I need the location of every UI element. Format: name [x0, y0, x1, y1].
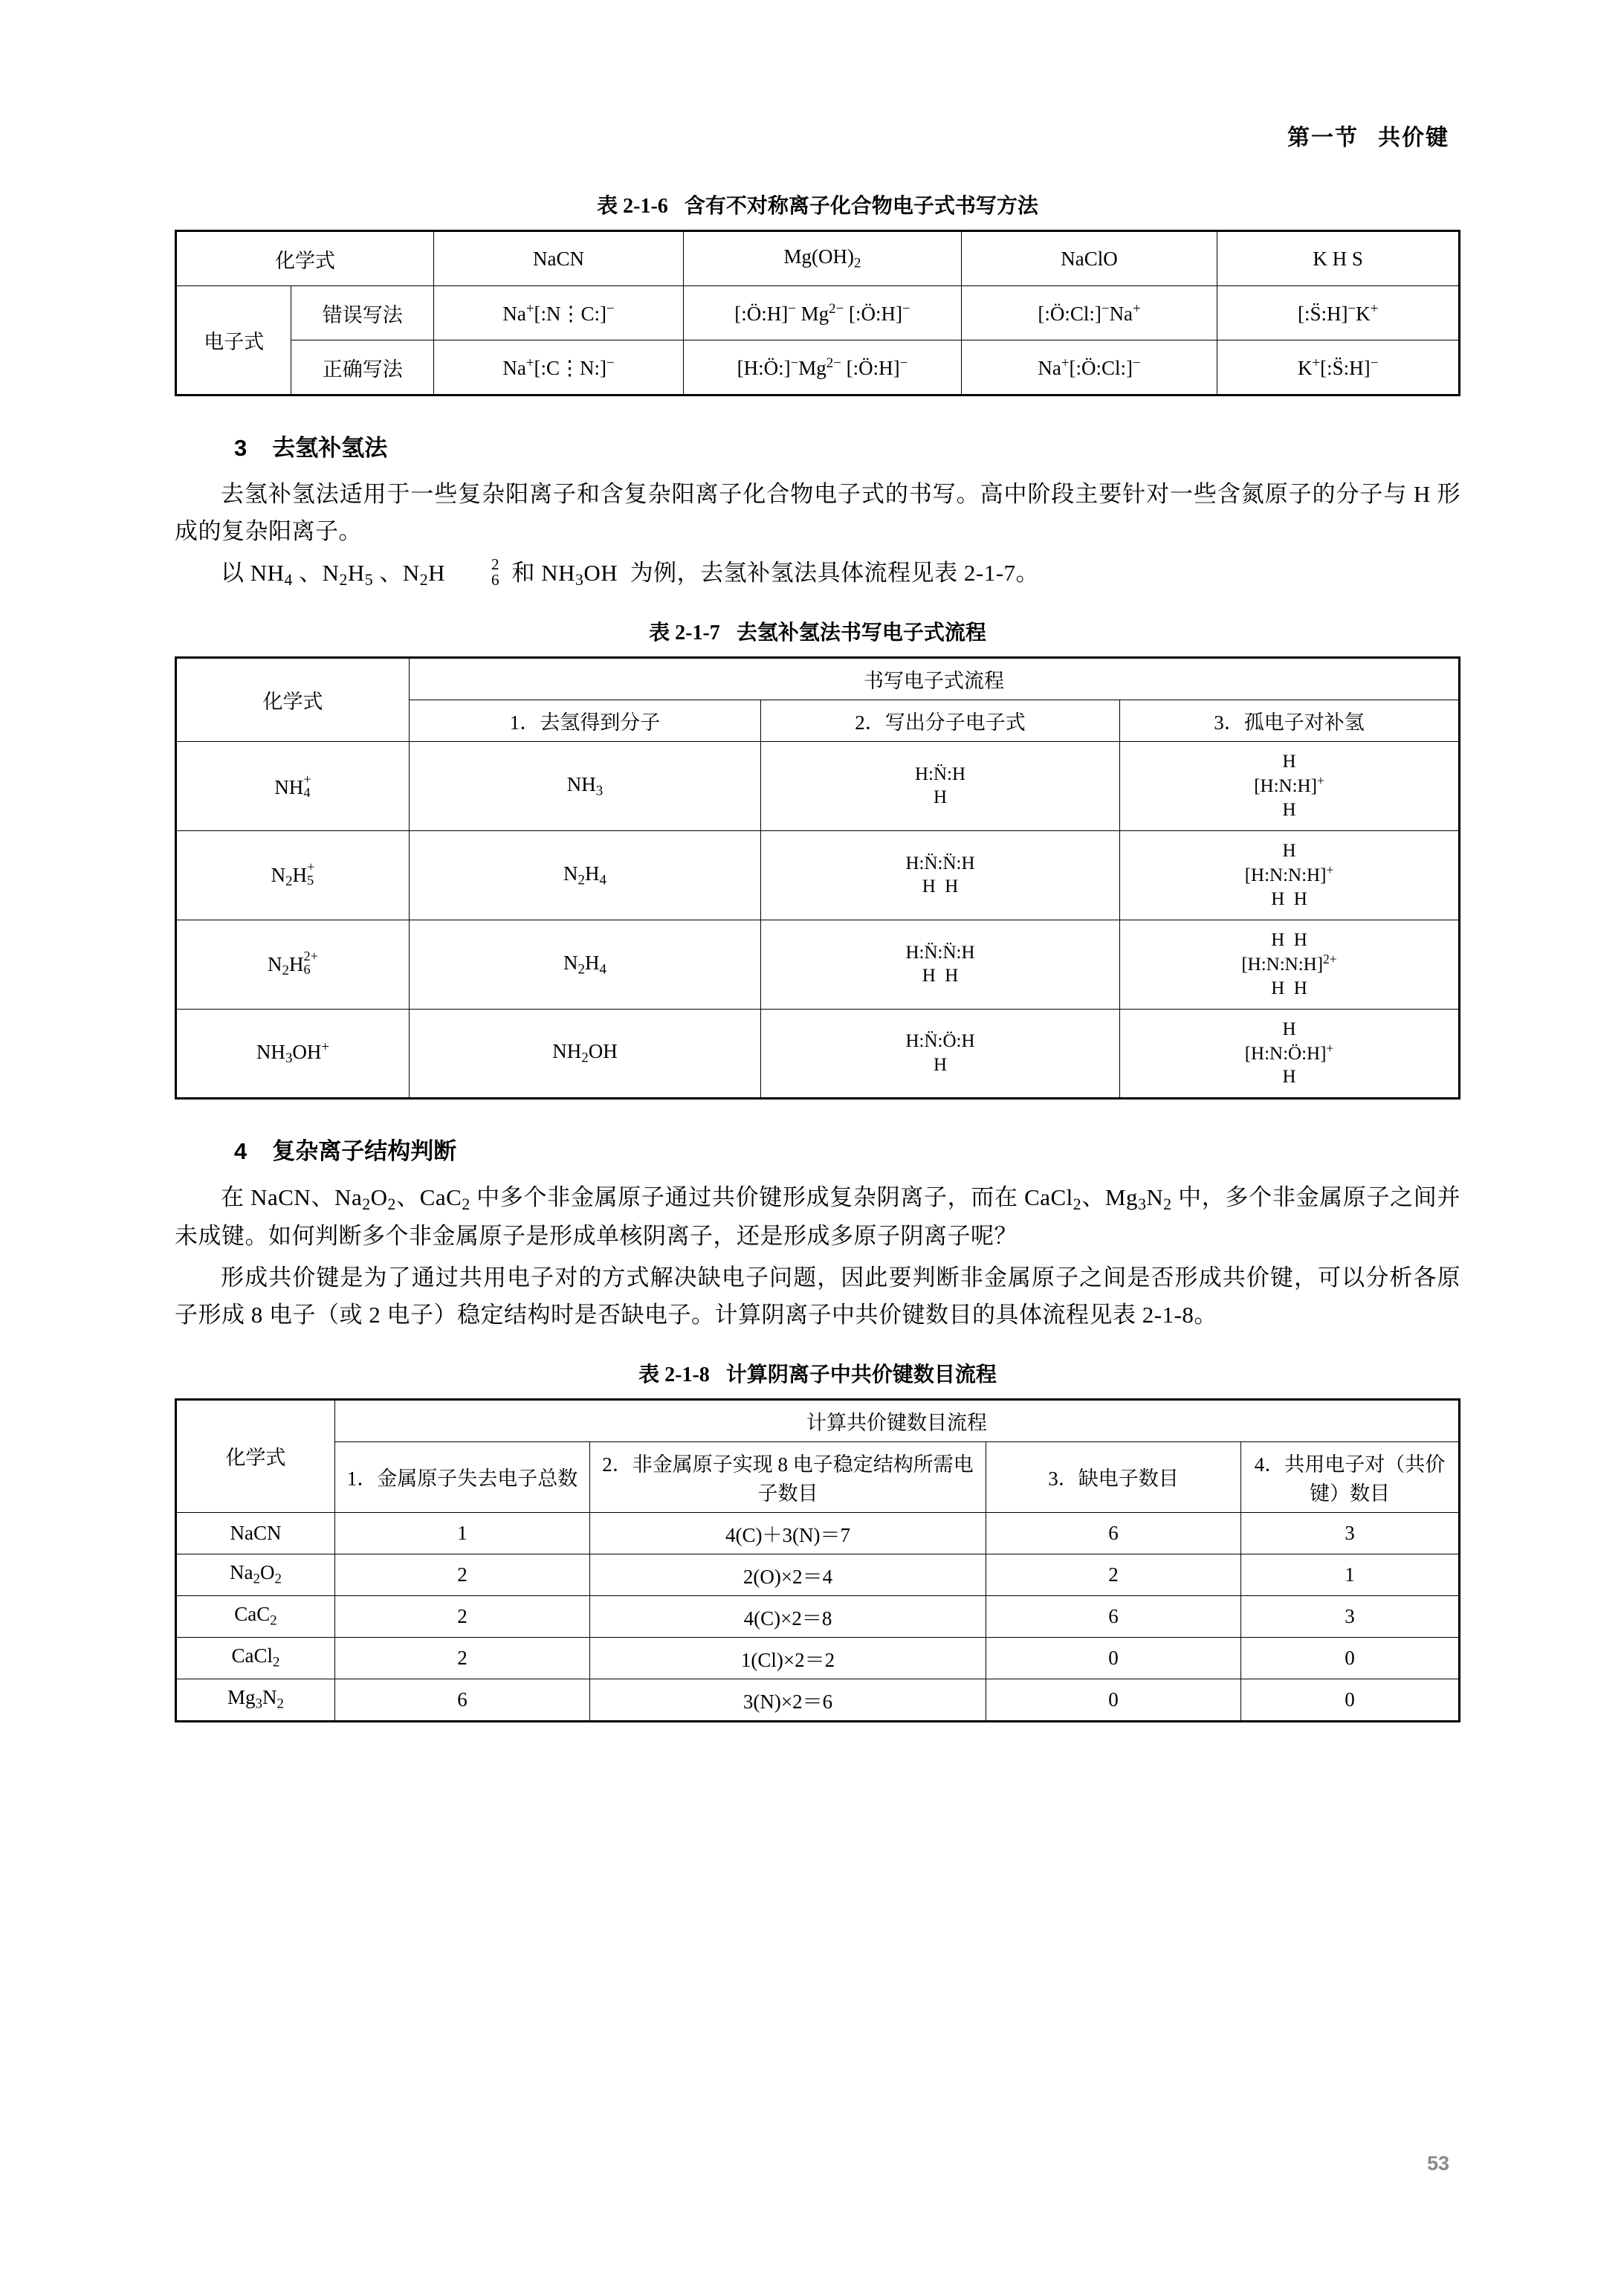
page-content — [175, 190, 1460, 1722]
table-row — [176, 920, 1460, 1009]
row-label-correct: 正确写法 — [291, 340, 434, 395]
cell-result: H [H:N:Ö:H]+ H — [1120, 1009, 1460, 1098]
cell-formula: $N_2H$ + 5 — [176, 830, 410, 920]
cell-correct-naclo: Na+[:Ö:Cl:]− — [961, 340, 1217, 395]
cell-wrong-mgoh2: [:Ö:H]− $Mg^{2-}$ [:Ö:H]− — [684, 286, 962, 340]
cell-step2: 3(N)×2＝6 — [590, 1679, 986, 1721]
row-label-wrong: 错误写法 — [291, 286, 434, 340]
table-row — [176, 340, 1460, 395]
cell-formula: NH + 4 — [176, 741, 410, 830]
table-218-caption-label: 表 2-1-8 — [638, 1363, 710, 1386]
col-header-span: 计算共价键数目流程 — [335, 1399, 1460, 1441]
table-row — [176, 1399, 1460, 1441]
col-header-step1: 1．去氢得到分子 — [410, 700, 761, 741]
running-header — [1287, 119, 1449, 152]
col-header-step2: 2．非金属原子实现 8 电子稳定结构所需电子数目 — [590, 1441, 986, 1512]
table-row — [176, 1512, 1460, 1554]
cell-formula: $N_2H$ 2+ 6 — [176, 920, 410, 1009]
page-number: 53 — [1426, 2152, 1449, 2174]
cell-wrong-khs: [:S̈:H]−K+ — [1217, 286, 1460, 340]
col-header-step3: 3．孤电子对补氢 — [1120, 700, 1460, 741]
section-4-paragraph-2: 形成共价键是为了通过共用电子对的方式解决缺电子问题，因此要判断非金属原子之间是否形成共价键，可以分析各原子形成 8 电子（或 2 电子）稳定结构时是否缺电子。计算阴离子中共价键数目的具体流程见表 2-1-8。 — [175, 1265, 1460, 1328]
table-218 — [175, 1398, 1460, 1722]
table-216-caption-text: 含有不对称离子化合物电子式书写方法 — [684, 194, 1038, 217]
section-3-paragraph-1: 去氢补氢法适用于一些复杂阳离子和含复杂阳离子化合物电子式的书写。高中阶段主要针对一些含氮原子的分子与 H 形成的复杂阳离子。 — [175, 481, 1460, 545]
col-header-step2: 2．写出分子电子式 — [761, 700, 1120, 741]
table-row — [176, 741, 1460, 830]
cell-molecule: $N_2H_4$ — [410, 830, 761, 920]
section-3-number: 3 — [234, 435, 248, 461]
table-row — [176, 830, 1460, 920]
cell-step2: 2(O)×2＝4 — [590, 1554, 986, 1595]
col-header-nacn: NaCN — [434, 231, 684, 286]
cell-correct-khs: K+[:S̈:H]− — [1217, 340, 1460, 395]
cell-result: H [H:N:N:H]+ H H — [1120, 830, 1460, 920]
table-row — [176, 657, 1460, 700]
section-3-paragraph-2: 以 $NH_4$ 、$N_2H_5$ 、$N_2H$ 2 6 和 $NH_3OH$ 为例，去氢补氢法具体流程见表 2-1-7。 — [221, 555, 1040, 590]
cell-step4: 1 — [1241, 1554, 1460, 1595]
section-4-title: 复杂离子结构判断 — [272, 1137, 457, 1164]
table-row — [176, 1009, 1460, 1098]
table-218-caption — [175, 1358, 1460, 1388]
col-header-formula: 化学式 — [176, 231, 434, 286]
table-216-caption-label: 表 2-1-6 — [597, 195, 668, 218]
cell-molecule: $NH_2OH$ — [410, 1009, 761, 1098]
cell-formula: NaCN — [176, 1512, 335, 1554]
cell-step2: 4(C)×2＝8 — [590, 1595, 986, 1637]
header-title: 共价键 — [1378, 126, 1449, 150]
section-4-heading — [175, 1132, 1460, 1166]
cell-step3: 6 — [986, 1595, 1241, 1637]
cell-step1: 6 — [335, 1679, 590, 1721]
table-218-caption-text: 计算阴离子中共价键数目流程 — [725, 1362, 997, 1386]
table-row — [176, 1441, 1460, 1512]
cell-estruct: H:N̈:H H — [761, 741, 1120, 830]
cell-estruct: H:N̈:N̈:H H H — [761, 830, 1120, 920]
row-group-label: 电子式 — [176, 286, 291, 395]
table-216 — [175, 230, 1460, 396]
cell-formula: CaC$_2$ — [176, 1595, 335, 1637]
col-header-step3: 3．缺电子数目 — [986, 1441, 1241, 1512]
cell-estruct: H:N̈:N̈:H H H — [761, 920, 1120, 1009]
table-row — [176, 1679, 1460, 1721]
table-217 — [175, 656, 1460, 1099]
cell-step3: 2 — [986, 1554, 1241, 1595]
table-217-caption-label: 表 2-1-7 — [649, 621, 720, 645]
table-row — [176, 231, 1460, 286]
col-header-step4: 4．共用电子对（共价键）数目 — [1241, 1441, 1460, 1512]
cell-step1: 2 — [335, 1554, 590, 1595]
cell-step1: 1 — [335, 1512, 590, 1554]
cell-molecule: $NH_3$ — [410, 741, 761, 830]
cell-result: H [H:N:H]+ H — [1120, 741, 1460, 830]
section-3-heading — [175, 429, 1460, 462]
cell-step3: 0 — [986, 1679, 1241, 1721]
cell-molecule: $N_2H_4$ — [410, 920, 761, 1009]
col-header-formula: 化学式 — [176, 1399, 335, 1512]
table-216-caption — [175, 190, 1460, 219]
cell-step2: 4(C)＋3(N)＝7 — [590, 1512, 986, 1554]
col-header-step1: 1．金属原子失去电子总数 — [335, 1441, 590, 1512]
cell-step3: 0 — [986, 1637, 1241, 1679]
cell-result: H H [H:N:N:H]$^{2+}$ H H — [1120, 920, 1460, 1009]
col-header-naclo: NaClO — [961, 231, 1217, 286]
section-4-paragraph-1: 在 NaCN、$Na_2O_2$、CaC$_2$ 中多个非金属原子通过共价键形成复杂阴离子，而在 CaCl$_2$、$Mg_3N_2$ 中，多个非金属原子之间并未成键。如何判断多个非金属原子是形成单核阴离子，还是形成多原子阴离子呢？ — [175, 1184, 1460, 1249]
cell-step1: 2 — [335, 1595, 590, 1637]
cell-formula: $NH_3OH^+$ — [176, 1009, 410, 1098]
cell-estruct: H:N̈:Ö:H H — [761, 1009, 1120, 1098]
cell-step4: 0 — [1241, 1637, 1460, 1679]
section-3-title: 去氢补氢法 — [272, 435, 388, 461]
col-header-formula: 化学式 — [176, 657, 410, 741]
table-row — [176, 1554, 1460, 1595]
cell-step4: 0 — [1241, 1679, 1460, 1721]
cell-formula: $Mg_3N_2$ — [176, 1679, 335, 1721]
table-217-caption — [175, 616, 1460, 646]
cell-wrong-nacn: Na+[:N⋮C:]− — [434, 286, 684, 340]
table-row — [176, 1637, 1460, 1679]
cell-formula: $Na_2O_2$ — [176, 1554, 335, 1595]
table-row — [176, 286, 1460, 340]
cell-step3: 6 — [986, 1512, 1241, 1554]
table-217-caption-text: 去氢补氢法书写电子式流程 — [736, 620, 986, 644]
cell-correct-nacn: Na+[:C⋮N:]− — [434, 340, 684, 395]
cell-formula: CaCl$_2$ — [176, 1637, 335, 1679]
cell-step4: 3 — [1241, 1512, 1460, 1554]
cell-step1: 2 — [335, 1637, 590, 1679]
cell-step2: 1(Cl)×2＝2 — [590, 1637, 986, 1679]
col-header-span: 书写电子式流程 — [410, 657, 1460, 700]
section-4-number: 4 — [234, 1137, 248, 1164]
cell-correct-mgoh2: $[H:Ö:]^-Mg^{2-}$ [:Ö:H]− — [684, 340, 962, 395]
col-header-mgoh2: $Mg(OH)_2$ — [684, 231, 962, 286]
col-header-khs: K H S — [1217, 231, 1460, 286]
cell-step4: 3 — [1241, 1595, 1460, 1637]
cell-wrong-naclo: [:Ö:Cl:]−Na+ — [961, 286, 1217, 340]
table-row — [176, 1595, 1460, 1637]
header-section: 第一节 — [1287, 126, 1359, 150]
